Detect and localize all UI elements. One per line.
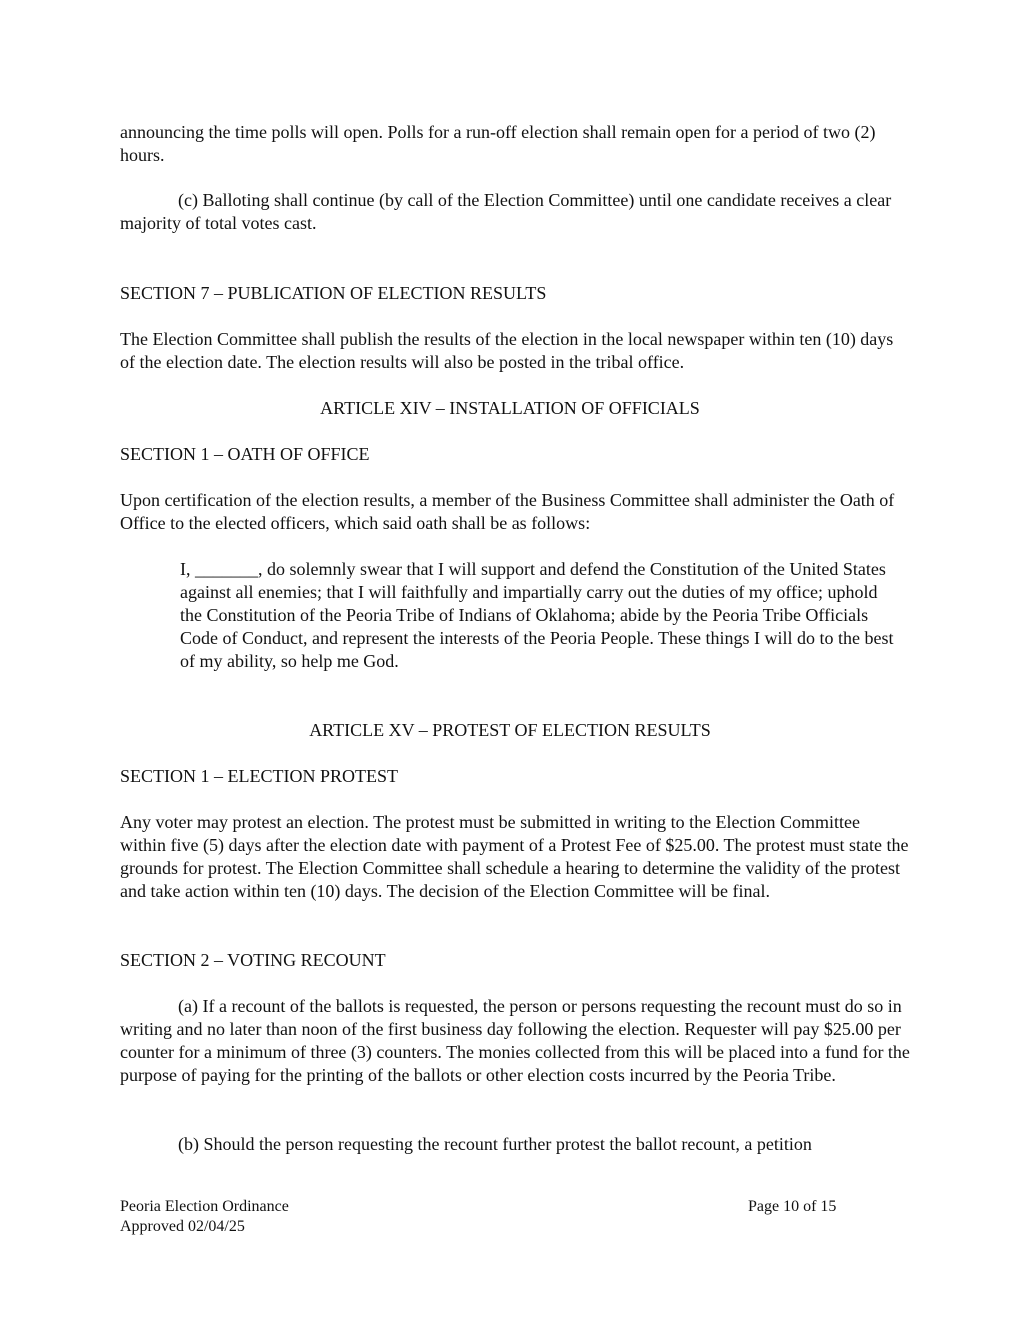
paragraph-section6-c: (c) Balloting shall continue (by call of the Election Committee) until one candidate receives a clear majority of total votes cast. [120,190,892,233]
article15-heading: ARTICLE XV – PROTEST OF ELECTION RESULTS [309,720,711,740]
oath-section-heading: SECTION 1 – OATH OF OFFICE [120,444,370,464]
footer-page-number: Page 10 of 15 [748,1198,837,1215]
oath-section-text: Upon certification of the election results, a member of the Business Committee shall administer the Oath of Office to the elected officers, which said oath shall be as follows: [120,490,895,533]
section7-heading: SECTION 7 – PUBLICATION OF ELECTION RESULTS [120,283,547,303]
voting-recount-a: (a) If a recount of the ballots is requested, the person or persons requesting the recount must do so in writing and no later than noon of the first business day following the election. Requester will pay $25.00 per counter for a minimum of three (3) counters. The monies collected from this will be placed into a fund for the purpose of paying for the printing of the ballots or other election costs incurred by the Peoria Tribe. [120,996,910,1085]
oath-text: I, _______, do solemnly swear that I will support and defend the Constitution of the United States against all enemies; that I will faithfully and impartially carry out the duties of my office; uphold the Constitution of the Peoria Tribe of Indians of Oklahoma; abide by the Peoria Tribe Officials Code of Conduct, and represent the interests of the Peoria People. These things I will do to the best of my ability, so help me God. [180,559,894,671]
footer-doc-title: Peoria Election Ordinance [120,1198,289,1215]
voting-recount-heading: SECTION 2 – VOTING RECOUNT [120,950,386,970]
paragraph-continuation: announcing the time polls will open. Polls for a run-off election shall remain open for a period of two (2) hours. [120,122,876,165]
voting-recount-b: (b) Should the person requesting the recount further protest the ballot recount, a petition [178,1134,812,1154]
article14-heading: ARTICLE XIV – INSTALLATION OF OFFICIALS [320,398,700,418]
election-protest-heading: SECTION 1 – ELECTION PROTEST [120,766,398,786]
footer-approved-date: Approved 02/04/25 [120,1218,245,1235]
election-protest-text: Any voter may protest an election. The protest must be submitted in writing to the Election Committee within five (5) days after the election date with payment of a Protest Fee of $25.00. The protest must state the grounds for protest. The Election Committee shall schedule a hearing to determine the validity of the protest and take action within ten (10) days. The decision of the Election Committee will be final. [120,812,909,901]
section7-text: The Election Committee shall publish the results of the election in the local newspaper within ten (10) days of the election date. The election results will also be posted in the tribal office. [120,329,894,372]
